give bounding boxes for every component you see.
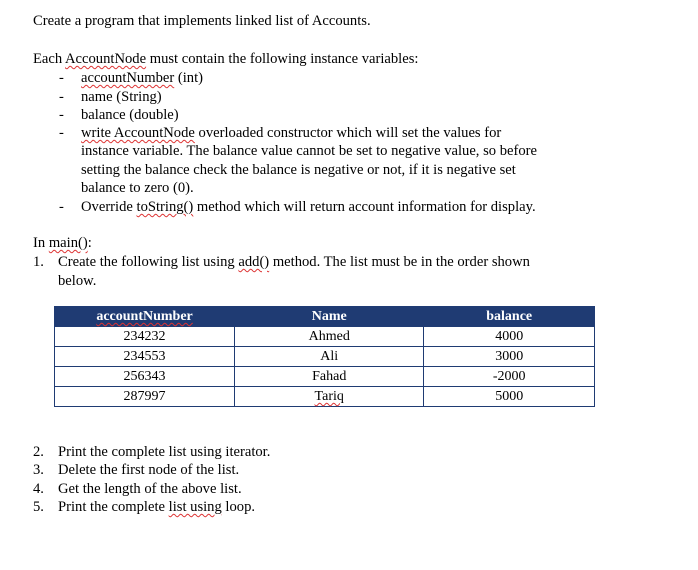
list-item-rest: (int) (174, 70, 203, 86)
cell-account-number: 234232 (55, 327, 235, 347)
step-text: Delete the first node of the list. (58, 462, 240, 478)
list-item-main: accountNumber (81, 70, 175, 86)
intro-text: Create a program that implements linked list of Accounts. (33, 13, 371, 29)
node-heading-after: must contain the following instance variables: (146, 51, 419, 67)
cell-account-number: 234553 (55, 347, 235, 367)
cell-name (235, 387, 424, 407)
step-1-d: below. (58, 273, 97, 289)
cell-account-number: 287997 (55, 387, 235, 407)
node-heading-class: AccountNode (65, 51, 147, 67)
accounts-table (54, 306, 595, 407)
main-heading-c: : (87, 235, 92, 251)
list-item: balance (double) (81, 107, 179, 123)
main-heading-b: main() (48, 235, 88, 251)
cell-balance: 5000 (424, 387, 595, 407)
cell-balance: 4000 (424, 327, 595, 347)
node-heading (33, 50, 418, 69)
table-row (55, 347, 595, 367)
header-name: Name (235, 307, 424, 327)
step-5-c: loop. (221, 499, 256, 515)
main-heading (33, 234, 92, 253)
constructor-line-1 (81, 124, 501, 143)
cell-name: Ahmed (235, 327, 424, 347)
step-text: Get the length of the above list. (58, 481, 242, 497)
step-1-a: Create the following list using (58, 254, 239, 270)
tostring-c: method which will return account information for display. (193, 199, 536, 215)
cell-account-number: 256343 (55, 367, 235, 387)
step-number: 3. (33, 462, 44, 478)
node-heading-before: Each (33, 51, 66, 67)
table-row (55, 327, 595, 347)
list-item: name (String) (81, 89, 162, 105)
tostring-a: Override (81, 199, 137, 215)
list-item (81, 69, 203, 88)
step-text: Print the complete list using iterator. (58, 444, 271, 460)
step-number: 5. (33, 499, 44, 515)
tostring-item (81, 198, 536, 217)
step-1-b: add() (238, 254, 270, 270)
cell-balance: 3000 (424, 347, 595, 367)
dash: - (59, 199, 64, 215)
step-number: 4. (33, 481, 44, 497)
main-heading-a: In (33, 235, 49, 251)
table-row (55, 387, 595, 407)
constructor-line-4: balance to zero (0). (81, 180, 194, 196)
step-5-b: list using (168, 499, 222, 515)
step-1-c: method. The list must be in the order shown (269, 254, 530, 270)
tostring-b: toString() (136, 199, 194, 215)
step-5-text (58, 498, 255, 517)
step-5-a: Print the complete (58, 499, 169, 515)
constructor-line-1-b: overloaded constructor which will set the values for (194, 125, 502, 141)
cell-name: Fahad (235, 367, 424, 387)
cell-balance: -2000 (424, 367, 595, 387)
constructor-line-1-a: write AccountNode (81, 125, 195, 141)
dash: - (59, 125, 64, 141)
table-header-row (55, 307, 595, 327)
dash: - (59, 89, 64, 105)
step-number: 1. (33, 254, 44, 270)
constructor-line-2: instance variable. The balance value cannot be set to negative value, so before (81, 143, 537, 159)
dash: - (59, 107, 64, 123)
header-account-number (55, 307, 235, 327)
header-account-number-text: accountNumber (96, 309, 193, 324)
step-1-text (58, 253, 530, 272)
step-number: 2. (33, 444, 44, 460)
cell-name-text: Tariq (314, 389, 344, 404)
cell-name: Ali (235, 347, 424, 367)
dash: - (59, 70, 64, 86)
table-row (55, 367, 595, 387)
header-balance: balance (424, 307, 595, 327)
constructor-line-3: setting the balance check the balance is negative or not, if it is negative set (81, 162, 516, 178)
